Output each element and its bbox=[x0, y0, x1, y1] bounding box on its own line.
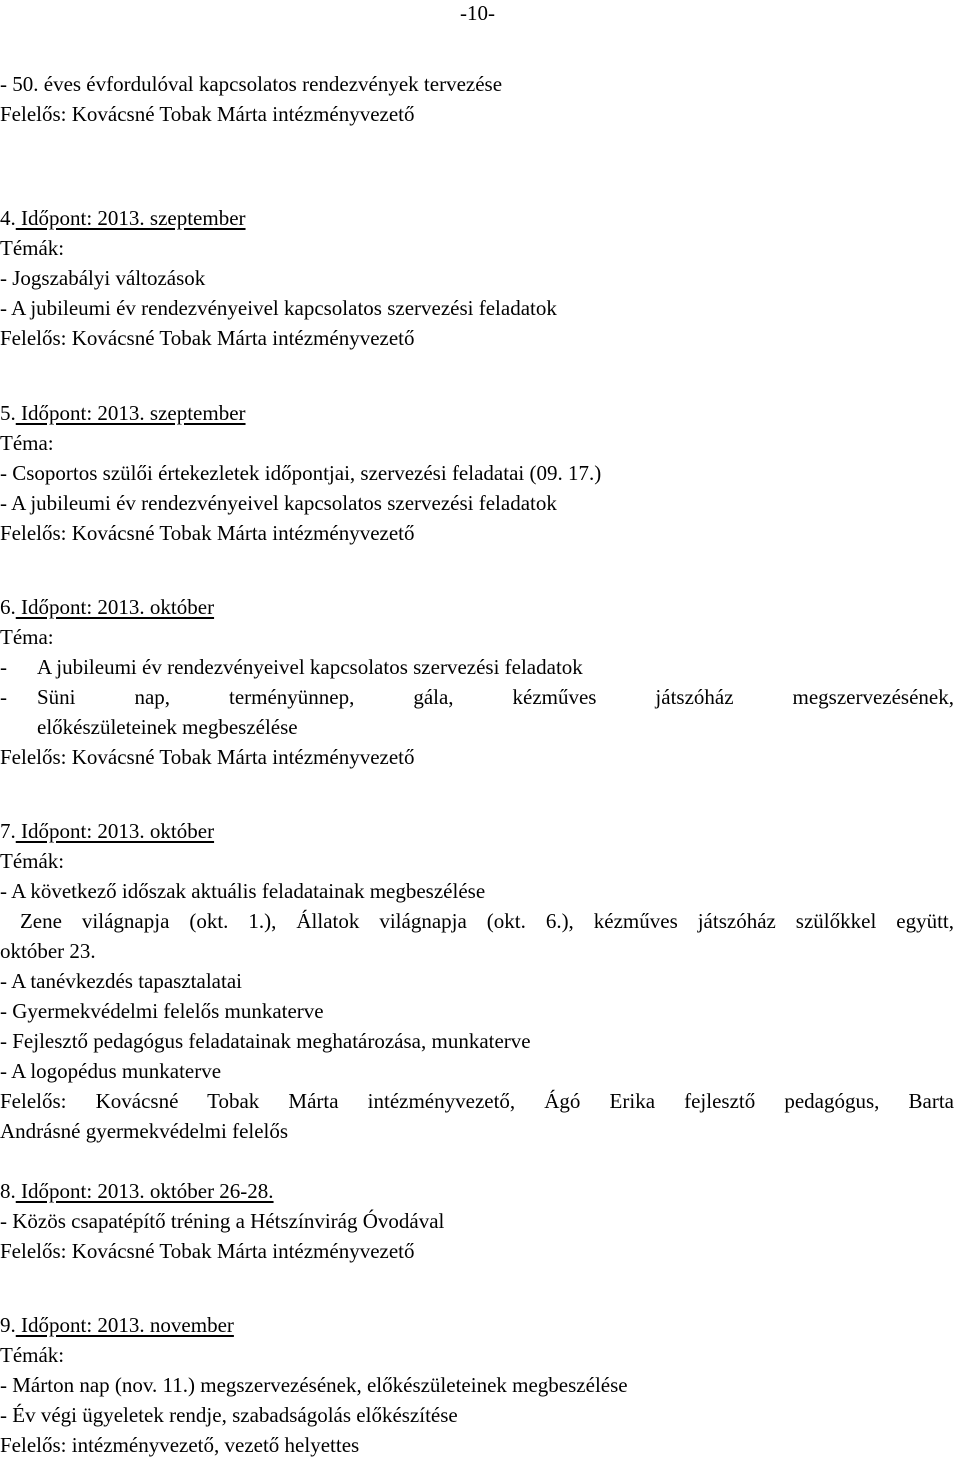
meeting-6-topics-label: Téma: bbox=[0, 625, 54, 649]
meeting-9-item: - Év végi ügyeletek rendje, szabadságolás előkészítése bbox=[0, 1403, 458, 1427]
meeting-7-responsible: Felelős: Kovácsné Tobak Márta intézményvezető, Ágó Erika fejlesztő pedagógus, Barta bbox=[0, 1089, 954, 1113]
meeting-8-date: Időpont: 2013. október 26-28. bbox=[15, 1179, 274, 1203]
meeting-5-date: Időpont: 2013. szeptember bbox=[15, 401, 246, 425]
meeting-6-number: 6. bbox=[0, 595, 16, 619]
meeting-5-item: - A jubileumi év rendezvényeivel kapcsolatos szervezési feladatok bbox=[0, 491, 557, 515]
meeting-7-item-continuation: október 23. bbox=[0, 939, 96, 963]
meeting-5-topics-label: Téma: bbox=[0, 431, 54, 455]
meeting-9-item: - Márton nap (nov. 11.) megszervezésének, előkészületeinek megbeszélése bbox=[0, 1373, 628, 1397]
meeting-5-number: 5. bbox=[0, 401, 16, 425]
meeting-9-number: 9. bbox=[0, 1313, 16, 1337]
meeting-9-responsible: Felelős: intézményvezető, vezető helyettes bbox=[0, 1433, 360, 1457]
meeting-7-item: - A következő időszak aktuális feladatainak megbeszélése bbox=[0, 879, 486, 903]
meeting-4-date: Időpont: 2013. szeptember bbox=[15, 206, 246, 230]
meeting-8-responsible: Felelős: Kovácsné Tobak Márta intézményvezető bbox=[0, 1239, 415, 1263]
meeting-6-heading bbox=[0, 592, 214, 622]
meeting-7-heading bbox=[0, 816, 214, 846]
meeting-4-item: - Jogszabályi változások bbox=[0, 266, 206, 290]
meeting-6-responsible: Felelős: Kovácsné Tobak Márta intézményvezető bbox=[0, 745, 415, 769]
meeting-5-item: - Csoportos szülői értekezletek időpontjai, szervezési feladatai (09. 17.) bbox=[0, 461, 602, 485]
meeting-4-topics-label: Témák: bbox=[0, 236, 65, 260]
intro-responsible: Felelős: Kovácsné Tobak Márta intézményvezető bbox=[0, 102, 415, 126]
meeting-9-topics-label: Témák: bbox=[0, 1343, 65, 1367]
meeting-6-item: A jubileumi év rendezvényeivel kapcsolatos szervezési feladatok bbox=[37, 655, 583, 679]
meeting-7-item: - Gyermekvédelmi felelős munkaterve bbox=[0, 999, 324, 1023]
meeting-9-heading bbox=[0, 1310, 234, 1340]
meeting-6-date: Időpont: 2013. október bbox=[15, 595, 215, 619]
page-number: -10- bbox=[460, 1, 495, 25]
meeting-9-date: Időpont: 2013. november bbox=[15, 1313, 234, 1337]
meeting-7-number: 7. bbox=[0, 819, 16, 843]
meeting-4-responsible: Felelős: Kovácsné Tobak Márta intézményvezető bbox=[0, 326, 415, 350]
meeting-6-item: Süni nap, terményünnep, gála, kézműves játszóház megszervezésének, bbox=[37, 685, 954, 709]
meeting-7-responsible-continuation: Andrásné gyermekvédelmi felelős bbox=[0, 1119, 289, 1143]
meeting-4-number: 4. bbox=[0, 206, 16, 230]
meeting-6-bullet: - bbox=[0, 685, 7, 709]
meeting-7-item: Zene világnapja (okt. 1.), Állatok világnapja (okt. 6.), kézműves játszóház szülőkkel együtt, bbox=[0, 909, 955, 933]
meeting-7-item: - Fejlesztő pedagógus feladatainak meghatározása, munkaterve bbox=[0, 1029, 531, 1053]
meeting-4-item: - A jubileumi év rendezvényeivel kapcsolatos szervezési feladatok bbox=[0, 296, 557, 320]
intro-item: - 50. éves évfordulóval kapcsolatos rendezvények tervezése bbox=[0, 72, 503, 96]
meeting-6-bullet: - bbox=[0, 655, 7, 679]
meeting-8-number: 8. bbox=[0, 1179, 16, 1203]
meeting-8-heading bbox=[0, 1176, 274, 1206]
meeting-4-heading bbox=[0, 203, 246, 233]
meeting-5-responsible: Felelős: Kovácsné Tobak Márta intézményvezető bbox=[0, 521, 415, 545]
meeting-7-topics-label: Témák: bbox=[0, 849, 65, 873]
meeting-5-heading bbox=[0, 398, 246, 428]
meeting-6-item-continuation: előkészületeinek megbeszélése bbox=[37, 715, 298, 739]
meeting-7-date: Időpont: 2013. október bbox=[15, 819, 215, 843]
meeting-7-item: - A logopédus munkaterve bbox=[0, 1059, 222, 1083]
meeting-7-item: - A tanévkezdés tapasztalatai bbox=[0, 969, 242, 993]
meeting-8-item: - Közös csapatépítő tréning a Hétszínvirág Óvodával bbox=[0, 1209, 445, 1233]
